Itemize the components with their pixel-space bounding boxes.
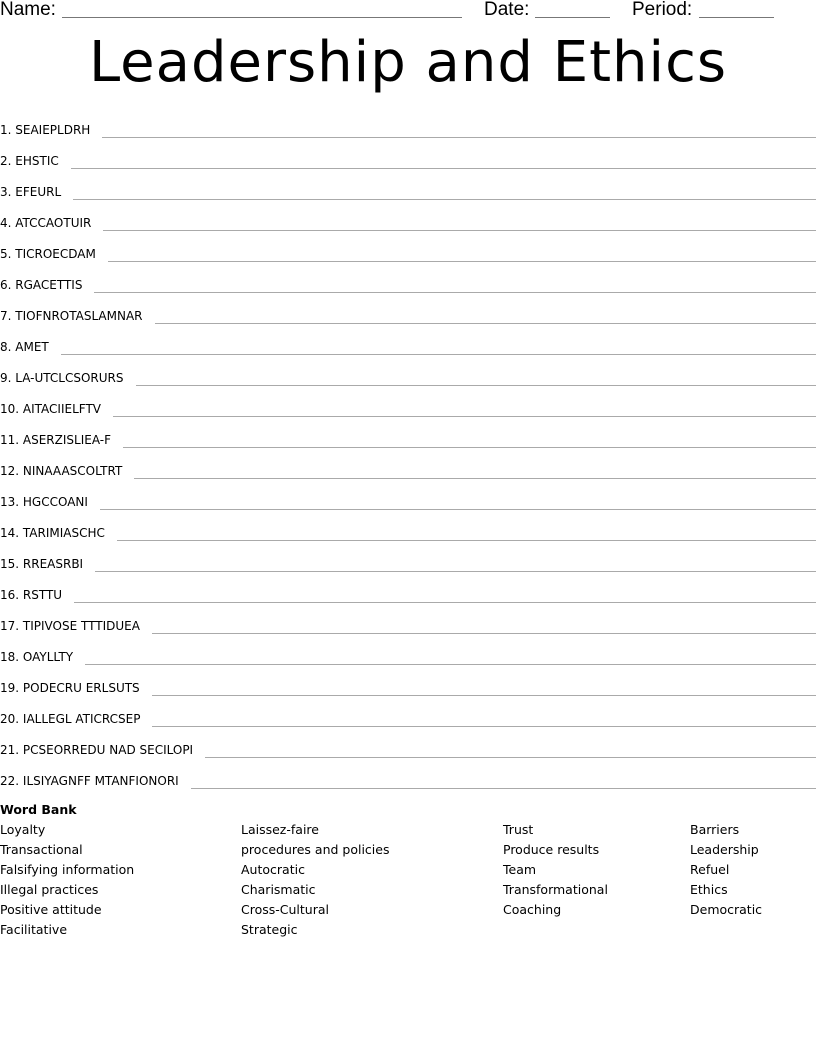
answer-blank[interactable] (136, 385, 816, 386)
answer-blank[interactable] (191, 788, 816, 789)
scrambled-word: 3. EFEURL (0, 185, 62, 199)
period-blank[interactable] (699, 17, 774, 18)
answer-blank[interactable] (61, 354, 816, 355)
answer-blank[interactable] (94, 292, 816, 293)
answer-blank[interactable] (102, 137, 816, 138)
word-bank-item: Strategic (241, 922, 298, 937)
scrambled-word: 11. ASERZISLIEA-F (0, 433, 112, 447)
name-blank[interactable] (62, 17, 462, 18)
scrambled-word: 19. PODECRU ERLSUTS (0, 681, 140, 695)
scrambled-word: 12. NINAAASCOLTRT (0, 464, 123, 478)
answer-blank[interactable] (205, 757, 816, 758)
word-bank-item: Falsifying information (0, 862, 135, 877)
question-row (0, 141, 816, 172)
answer-blank[interactable] (103, 230, 816, 231)
word-bank-item: Charismatic (241, 882, 316, 897)
question-row (0, 668, 816, 699)
answer-blank[interactable] (73, 199, 816, 200)
word-bank-item: procedures and policies (241, 842, 390, 857)
question-list (0, 110, 816, 792)
word-bank-column (503, 820, 608, 920)
answer-blank[interactable] (152, 695, 816, 696)
question-row (0, 265, 816, 296)
question-row (0, 327, 816, 358)
word-bank-item: Team (503, 862, 537, 877)
answer-blank[interactable] (113, 416, 816, 417)
name-label: Name: (0, 0, 56, 20)
answer-blank[interactable] (74, 602, 816, 603)
scrambled-word: 16. RSTTU (0, 588, 63, 602)
word-bank-title: Word Bank (0, 802, 77, 817)
word-bank-item: Coaching (503, 902, 562, 917)
word-bank-item: Loyalty (0, 822, 46, 837)
question-row (0, 606, 816, 637)
scrambled-word: 21. PCSEORREDU NAD SECILOPI (0, 743, 194, 757)
word-bank-column (241, 820, 389, 940)
question-row (0, 234, 816, 265)
word-bank-item: Trust (503, 822, 534, 837)
question-row (0, 575, 816, 606)
answer-blank[interactable] (117, 540, 816, 541)
word-bank-item: Laissez-faire (241, 822, 319, 837)
scrambled-word: 9. LA-UTCLCSORURS (0, 371, 124, 385)
scrambled-word: 1. SEAIEPLDRH (0, 123, 91, 137)
date-blank[interactable] (535, 17, 610, 18)
date-label: Date: (484, 0, 530, 20)
word-bank-item: Ethics (690, 882, 728, 897)
scrambled-word: 22. ILSIYAGNFF MTANFIONORI (0, 774, 179, 788)
question-row (0, 730, 816, 761)
word-bank-item: Facilitative (0, 922, 68, 937)
worksheet-header (0, 0, 816, 24)
question-row (0, 172, 816, 203)
question-row (0, 451, 816, 482)
word-bank-column (690, 820, 762, 920)
period-label: Period: (632, 0, 693, 20)
word-bank-item: Cross-Cultural (241, 902, 329, 917)
scrambled-word: 20. IALLEGL ATICRCSEP (0, 712, 141, 726)
question-row (0, 389, 816, 420)
scrambled-word: 14. TARIMIASCHC (0, 526, 105, 540)
answer-blank[interactable] (152, 633, 816, 634)
scrambled-word: 6. RGACETTIS (0, 278, 83, 292)
scrambled-word: 8. AMET (0, 340, 49, 354)
scrambled-word: 5. TICROECDAM (0, 247, 96, 261)
scrambled-word: 4. ATCCAOTUIR (0, 216, 92, 230)
question-row (0, 761, 816, 792)
answer-blank[interactable] (123, 447, 816, 448)
question-row (0, 296, 816, 327)
word-bank-item: Refuel (690, 862, 730, 877)
word-bank-item: Positive attitude (0, 902, 102, 917)
question-row (0, 637, 816, 668)
question-row (0, 544, 816, 575)
scrambled-word: 17. TIPIVOSE TTTIDUEA (0, 619, 140, 633)
answer-blank[interactable] (100, 509, 816, 510)
word-bank-item: Leadership (690, 842, 759, 857)
answer-blank[interactable] (134, 478, 816, 479)
answer-blank[interactable] (108, 261, 816, 262)
scrambled-word: 7. TIOFNROTASLAMNAR (0, 309, 143, 323)
scrambled-word: 2. EHSTIC (0, 154, 59, 168)
answer-blank[interactable] (85, 664, 816, 665)
answer-blank[interactable] (71, 168, 816, 169)
word-bank-column (0, 820, 134, 940)
scrambled-word: 18. OAYLLTY (0, 650, 74, 664)
answer-blank[interactable] (155, 323, 816, 324)
question-row (0, 482, 816, 513)
question-row (0, 203, 816, 234)
scrambled-word: 10. AITACIIELFTV (0, 402, 101, 416)
scrambled-word: 13. HGCCOANI (0, 495, 88, 509)
question-row (0, 358, 816, 389)
word-bank (0, 800, 816, 937)
question-row (0, 699, 816, 730)
question-row (0, 110, 816, 141)
question-row (0, 420, 816, 451)
word-bank-item: Transactional (0, 842, 83, 857)
word-bank-item: Produce results (503, 842, 600, 857)
word-bank-item: Illegal practices (0, 882, 99, 897)
answer-blank[interactable] (152, 726, 816, 727)
word-bank-item: Barriers (690, 822, 740, 837)
answer-blank[interactable] (95, 571, 816, 572)
scrambled-word: 15. RREASRBI (0, 557, 84, 571)
word-bank-item: Democratic (690, 902, 763, 917)
question-row (0, 513, 816, 544)
word-bank-item: Autocratic (241, 862, 305, 877)
page-title: Leadership and Ethics (88, 30, 728, 95)
word-bank-item: Transformational (503, 882, 608, 897)
